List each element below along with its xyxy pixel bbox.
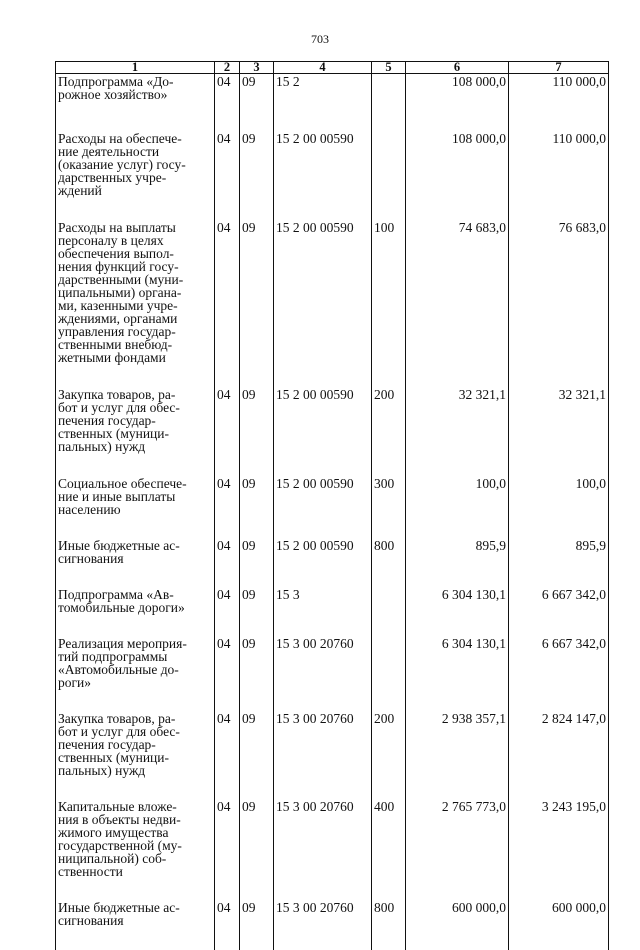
- row-target-article-cell: 15 2 00 00590: [274, 131, 372, 220]
- row-name-line: ственными внебюд-: [58, 338, 212, 351]
- row-name-line: сигнования: [58, 552, 212, 565]
- row-name-line: печения государ-: [58, 738, 212, 751]
- row-name-line: печения государ-: [58, 414, 212, 427]
- row-subsection-cell: 09: [240, 587, 274, 636]
- table-row: [56, 711, 609, 799]
- row-name-cell: [56, 538, 215, 587]
- row-section-cell: 04: [215, 711, 240, 799]
- row-name-line: ственных (муници-: [58, 751, 212, 764]
- row-amount-1-cell: 74 683,0: [406, 220, 509, 387]
- column-header-2: 2: [215, 62, 240, 74]
- row-name-line: Расходы на выплаты: [58, 221, 212, 234]
- row-subsection-cell: 09: [240, 711, 274, 799]
- row-name-line: Подпрограмма «Ав-: [58, 588, 212, 601]
- column-header-5: 5: [372, 62, 406, 74]
- row-amount-1-cell: 600 000,0: [406, 900, 509, 927]
- filler-cell: [406, 927, 509, 950]
- row-name-line: бот и услуг для обес-: [58, 401, 212, 414]
- row-name-cell: [56, 711, 215, 799]
- row-subsection-cell: 09: [240, 636, 274, 711]
- row-name-cell: [56, 387, 215, 476]
- row-expense-type-cell: [372, 131, 406, 220]
- row-name-line: государственной (му-: [58, 839, 212, 852]
- row-amount-2-cell: 76 683,0: [509, 220, 609, 387]
- row-section-cell: 04: [215, 131, 240, 220]
- filler-cell: [509, 927, 609, 950]
- row-amount-1-cell: 2 765 773,0: [406, 799, 509, 900]
- row-subsection-cell: 09: [240, 900, 274, 927]
- row-amount-2-cell: 6 667 342,0: [509, 587, 609, 636]
- row-amount-2-cell: 3 243 195,0: [509, 799, 609, 900]
- row-target-article-cell: 15 3: [274, 587, 372, 636]
- table-body: [56, 74, 609, 950]
- row-expense-type-cell: 400: [372, 799, 406, 900]
- row-name-line: ципальными) органа-: [58, 286, 212, 299]
- row-subsection-cell: 09: [240, 799, 274, 900]
- row-name-line: роги»: [58, 676, 212, 689]
- row-amount-2-cell: 600 000,0: [509, 900, 609, 927]
- row-name-line: (оказание услуг) госу-: [58, 158, 212, 171]
- row-name-line: персоналу в целях: [58, 234, 212, 247]
- table-row: [56, 220, 609, 387]
- row-name-line: томобильные дороги»: [58, 601, 212, 614]
- row-amount-1-cell: 6 304 130,1: [406, 636, 509, 711]
- row-name-cell: [56, 799, 215, 900]
- row-subsection-cell: 09: [240, 131, 274, 220]
- column-header-1: 1: [56, 62, 215, 74]
- budget-table: [55, 61, 609, 950]
- row-section-cell: 04: [215, 900, 240, 927]
- row-target-article-cell: 15 3 00 20760: [274, 636, 372, 711]
- filler-cell: [56, 927, 215, 950]
- row-name-line: ние и иные выплаты: [58, 490, 212, 503]
- row-section-cell: 04: [215, 636, 240, 711]
- row-target-article-cell: 15 2 00 00590: [274, 538, 372, 587]
- row-name-line: управления государ-: [58, 325, 212, 338]
- row-amount-2-cell: 895,9: [509, 538, 609, 587]
- row-name-line: ние деятельности: [58, 145, 212, 158]
- table-filler-row: [56, 927, 609, 950]
- row-subsection-cell: 09: [240, 476, 274, 538]
- table-row: [56, 387, 609, 476]
- page-number: 703: [0, 32, 640, 47]
- row-name-line: ниципальной) соб-: [58, 852, 212, 865]
- row-target-article-cell: 15 3 00 20760: [274, 711, 372, 799]
- table-row: [56, 538, 609, 587]
- row-name-cell: [56, 636, 215, 711]
- row-subsection-cell: 09: [240, 387, 274, 476]
- row-name-cell: [56, 220, 215, 387]
- row-name-line: рожное хозяйство»: [58, 88, 212, 101]
- column-header-6: 6: [406, 62, 509, 74]
- row-name-line: жимого имущества: [58, 826, 212, 839]
- row-section-cell: 04: [215, 799, 240, 900]
- row-name-line: жетными фондами: [58, 351, 212, 364]
- row-name-line: Закупка товаров, ра-: [58, 388, 212, 401]
- row-expense-type-cell: [372, 636, 406, 711]
- row-target-article-cell: 15 2 00 00590: [274, 387, 372, 476]
- table-row: [56, 476, 609, 538]
- row-section-cell: 04: [215, 220, 240, 387]
- row-name-line: Расходы на обеспече-: [58, 132, 212, 145]
- row-name-line: ственности: [58, 865, 212, 878]
- filler-cell: [372, 927, 406, 950]
- row-amount-2-cell: 110 000,0: [509, 74, 609, 132]
- row-name-line: Капитальные вложе-: [58, 800, 212, 813]
- row-name-line: дарственными (муни-: [58, 273, 212, 286]
- row-name-line: сигнования: [58, 914, 212, 927]
- row-name-line: дарственных учре-: [58, 171, 212, 184]
- row-name-cell: [56, 587, 215, 636]
- row-name-line: «Автомобильные до-: [58, 663, 212, 676]
- row-section-cell: 04: [215, 587, 240, 636]
- row-subsection-cell: 09: [240, 538, 274, 587]
- column-header-4: 4: [274, 62, 372, 74]
- row-amount-2-cell: 100,0: [509, 476, 609, 538]
- row-amount-1-cell: 108 000,0: [406, 131, 509, 220]
- row-amount-1-cell: 895,9: [406, 538, 509, 587]
- row-expense-type-cell: 200: [372, 387, 406, 476]
- row-name-line: Социальное обеспече-: [58, 477, 212, 490]
- row-name-line: ния в объекты недви-: [58, 813, 212, 826]
- row-name-line: пальных) нужд: [58, 440, 212, 453]
- row-amount-1-cell: 100,0: [406, 476, 509, 538]
- row-name-line: Реализация мероприя-: [58, 637, 212, 650]
- table-row: [56, 900, 609, 927]
- row-name-line: бот и услуг для обес-: [58, 725, 212, 738]
- row-name-line: Закупка товаров, ра-: [58, 712, 212, 725]
- row-section-cell: 04: [215, 538, 240, 587]
- filler-cell: [274, 927, 372, 950]
- row-section-cell: 04: [215, 387, 240, 476]
- row-amount-2-cell: 2 824 147,0: [509, 711, 609, 799]
- table-header-row: [56, 62, 609, 74]
- row-amount-1-cell: 6 304 130,1: [406, 587, 509, 636]
- row-expense-type-cell: [372, 74, 406, 132]
- row-expense-type-cell: 100: [372, 220, 406, 387]
- row-subsection-cell: 09: [240, 220, 274, 387]
- table-row: [56, 587, 609, 636]
- row-amount-1-cell: 2 938 357,1: [406, 711, 509, 799]
- row-name-line: нения функций госу-: [58, 260, 212, 273]
- row-name-line: обеспечения выпол-: [58, 247, 212, 260]
- column-header-7: 7: [509, 62, 609, 74]
- row-target-article-cell: 15 2 00 00590: [274, 476, 372, 538]
- column-header-3: 3: [240, 62, 274, 74]
- table-row: [56, 74, 609, 132]
- row-name-line: Подпрограмма «До-: [58, 75, 212, 88]
- table-row: [56, 131, 609, 220]
- table-row: [56, 799, 609, 900]
- row-amount-2-cell: 32 321,1: [509, 387, 609, 476]
- filler-cell: [215, 927, 240, 950]
- row-amount-1-cell: 108 000,0: [406, 74, 509, 132]
- filler-cell: [240, 927, 274, 950]
- row-expense-type-cell: 200: [372, 711, 406, 799]
- row-expense-type-cell: 300: [372, 476, 406, 538]
- row-name-line: ждениями, органами: [58, 312, 212, 325]
- row-name-line: населению: [58, 503, 212, 516]
- row-name-cell: [56, 131, 215, 220]
- row-amount-1-cell: 32 321,1: [406, 387, 509, 476]
- table-row: [56, 636, 609, 711]
- row-target-article-cell: 15 2: [274, 74, 372, 132]
- row-name-line: тий подпрограммы: [58, 650, 212, 663]
- row-target-article-cell: 15 3 00 20760: [274, 799, 372, 900]
- row-expense-type-cell: 800: [372, 900, 406, 927]
- row-subsection-cell: 09: [240, 74, 274, 132]
- row-name-line: ждений: [58, 184, 212, 197]
- row-name-cell: [56, 74, 215, 132]
- row-section-cell: 04: [215, 476, 240, 538]
- row-name-cell: [56, 476, 215, 538]
- row-name-line: Иные бюджетные ас-: [58, 901, 212, 914]
- row-amount-2-cell: 6 667 342,0: [509, 636, 609, 711]
- row-amount-2-cell: 110 000,0: [509, 131, 609, 220]
- row-name-line: ственных (муници-: [58, 427, 212, 440]
- row-section-cell: 04: [215, 74, 240, 132]
- row-name-line: ми, казенными учре-: [58, 299, 212, 312]
- row-expense-type-cell: [372, 587, 406, 636]
- row-expense-type-cell: 800: [372, 538, 406, 587]
- row-target-article-cell: 15 2 00 00590: [274, 220, 372, 387]
- row-name-cell: [56, 900, 215, 927]
- row-name-line: пальных) нужд: [58, 764, 212, 777]
- row-name-line: Иные бюджетные ас-: [58, 539, 212, 552]
- row-target-article-cell: 15 3 00 20760: [274, 900, 372, 927]
